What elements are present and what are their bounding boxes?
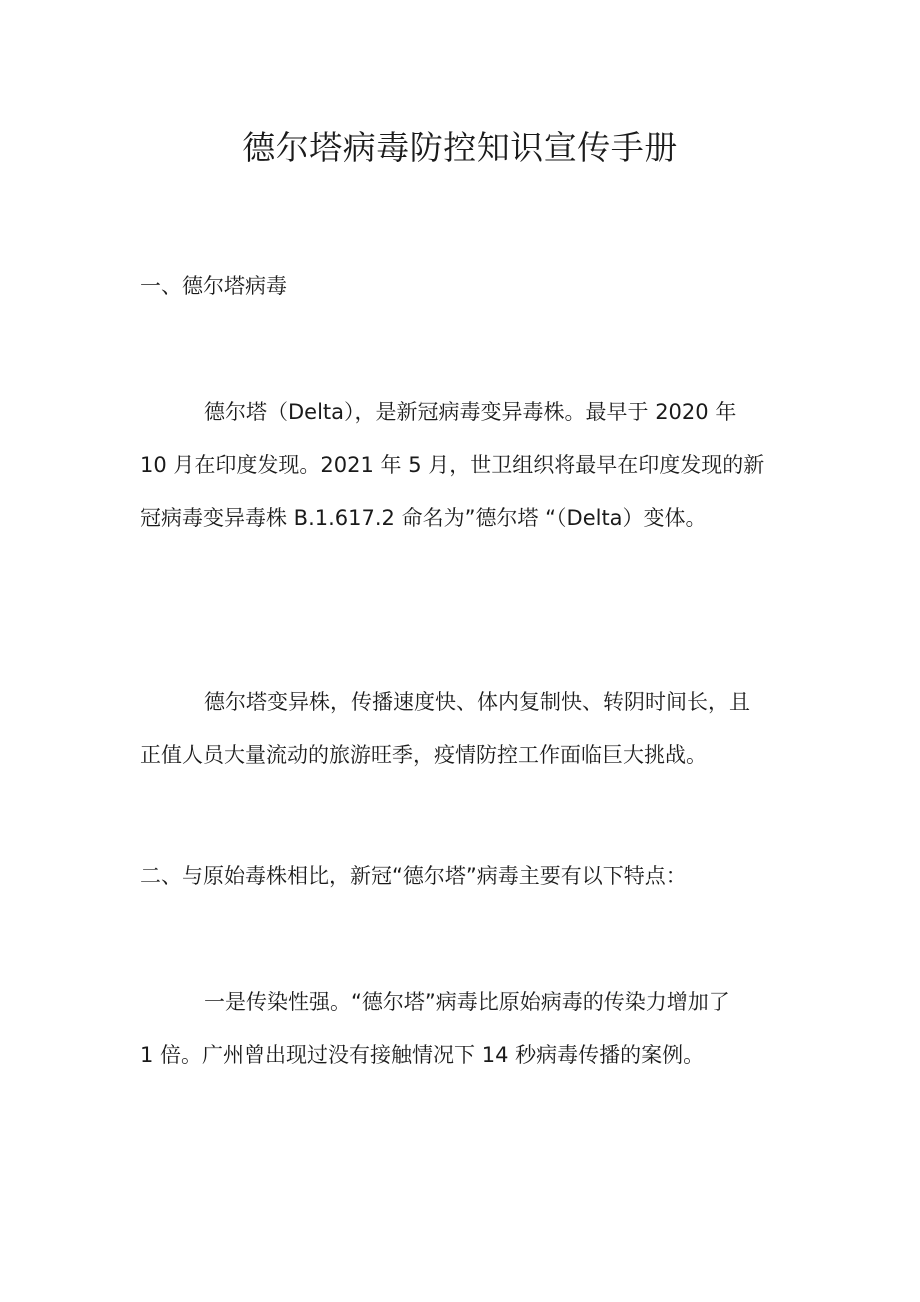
paragraph-line: 德尔塔变异株，传播速度快、体内复制快、转阴时间长，且 xyxy=(204,690,750,714)
paragraph-line: 正值人员大量流动的旅游旺季，疫情防控工作面临巨大挑战。 xyxy=(140,743,707,767)
section-heading-2: 二、与原始毒株相比，新冠“德尔塔”病毒主要有以下特点： xyxy=(140,864,687,888)
paragraph-delta-intro xyxy=(140,386,780,545)
paragraph-line: 冠病毒变异毒株 B.1.617.2 命名为”德尔塔 “（Delta）变体。 xyxy=(140,506,707,530)
paragraph-line: 一是传染性强。“德尔塔”病毒比原始病毒的传染力增加了 xyxy=(204,990,730,1014)
paragraph-line: 10 月在印度发现。2021 年 5 月，世卫组织将最早在印度发现的新 xyxy=(140,453,765,477)
paragraph-delta-challenge xyxy=(140,676,780,782)
section-heading-1: 一、德尔塔病毒 xyxy=(140,274,287,298)
paragraph-transmissibility xyxy=(140,976,780,1082)
document-title: 德尔塔病毒防控知识宣传手册 xyxy=(242,128,678,167)
paragraph-line: 德尔塔（Delta），是新冠病毒变异毒株。最早于 2020 年 xyxy=(204,400,737,424)
paragraph-line: 1 倍。广州曾出现过没有接触情况下 14 秒病毒传播的案例。 xyxy=(140,1043,705,1067)
